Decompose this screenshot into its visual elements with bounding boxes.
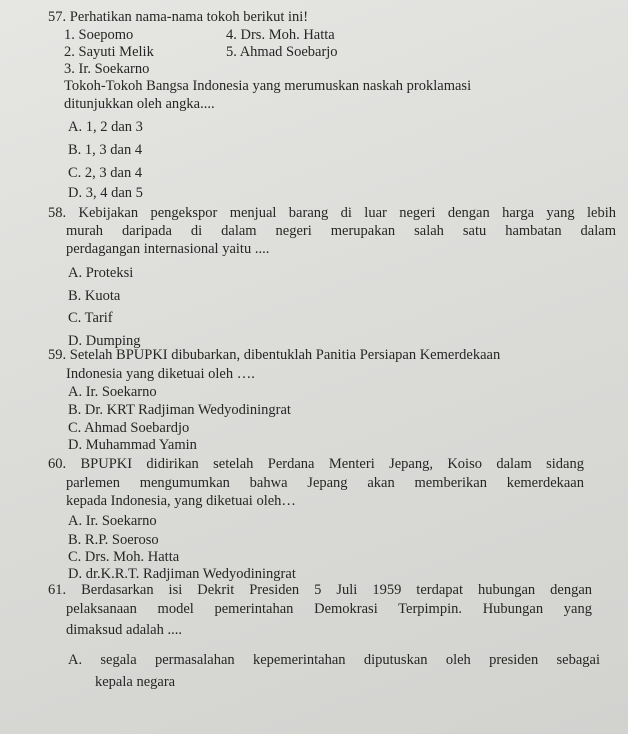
- q57-option-c: C. 2, 3 dan 4: [68, 165, 143, 181]
- q61-option-a-continued: kepala negara: [95, 674, 176, 690]
- q58-option-d: D. Dumping: [68, 333, 141, 349]
- q59-stem-line-2: Indonesia yang diketuai oleh ….: [66, 366, 255, 382]
- q57-item-3: 3. Ir. Soekarno: [64, 61, 150, 77]
- q57-option-a: A. 1, 2 dan 3: [68, 119, 143, 135]
- q61-option-a: A. segala permasalahan kepemerintahan diputuskan oleh presiden sebagai: [68, 652, 600, 668]
- q59-option-b: B. Dr. KRT Radjiman Wedyodiningrat: [68, 402, 291, 418]
- q60-stem-line-1: 60. BPUPKI didirikan setelah Perdana Menteri Jepang, Koiso dalam sidang: [48, 456, 584, 472]
- q60-stem-line-2: parlemen mengumumkan bahwa Jepang akan memberikan kemerdekaan: [66, 475, 584, 491]
- q60-option-d: D. dr.K.R.T. Radjiman Wedyodiningrat: [68, 566, 296, 582]
- q58-option-b: B. Kuota: [68, 288, 121, 304]
- q61-stem-line-1: 61. Berdasarkan isi Dekrit Presiden 5 Juli 1959 terdapat hubungan dengan: [48, 582, 592, 598]
- q57-option-d: D. 3, 4 dan 5: [68, 185, 143, 201]
- q58-option-c: C. Tarif: [68, 310, 113, 326]
- q59-option-a: A. Ir. Soekarno: [68, 384, 157, 400]
- q58-stem-line-3: perdagangan internasional yaitu ....: [66, 241, 270, 257]
- q60-option-b: B. R.P. Soeroso: [68, 532, 159, 548]
- q60-stem-line-3: kepada Indonesia, yang diketuai oleh…: [66, 493, 296, 509]
- q59-option-d: D. Muhammad Yamin: [68, 437, 197, 453]
- q60-option-a: A. Ir. Soekarno: [68, 513, 157, 529]
- q57-prompt-line-1: Tokoh-Tokoh Bangsa Indonesia yang merumuskan naskah proklamasi: [64, 78, 472, 94]
- q57-item-5: 5. Ahmad Soebarjo: [226, 44, 338, 60]
- q61-stem-line-3: dimaksud adalah ....: [66, 622, 182, 638]
- q61-stem-line-2: pelaksanaan model pemerintahan Demokrasi Terpimpin. Hubungan yang: [66, 601, 592, 617]
- q59-option-c: C. Ahmad Soebardjo: [68, 420, 190, 436]
- q57-item-4: 4. Drs. Moh. Hatta: [226, 27, 335, 43]
- q57-stem: 57. Perhatikan nama-nama tokoh berikut ini!: [48, 9, 309, 25]
- q58-option-a: A. Proteksi: [68, 265, 134, 281]
- q58-stem-line-2: murah daripada di dalam negeri merupakan salah satu hambatan dalam: [66, 223, 616, 239]
- q57-item-1: 1. Soepomo: [64, 27, 134, 43]
- q58-stem-line-1: 58. Kebijakan pengekspor menjual barang di luar negeri dengan harga yang lebih: [48, 205, 616, 221]
- q60-option-c: C. Drs. Moh. Hatta: [68, 549, 180, 565]
- q59-stem-line-1: 59. Setelah BPUPKI dibubarkan, dibentuklah Panitia Persiapan Kemerdekaan: [48, 347, 501, 363]
- q57-option-b: B. 1, 3 dan 4: [68, 142, 143, 158]
- q57-prompt-line-2: ditunjukkan oleh angka....: [64, 96, 215, 112]
- q57-item-2: 2. Sayuti Melik: [64, 44, 154, 60]
